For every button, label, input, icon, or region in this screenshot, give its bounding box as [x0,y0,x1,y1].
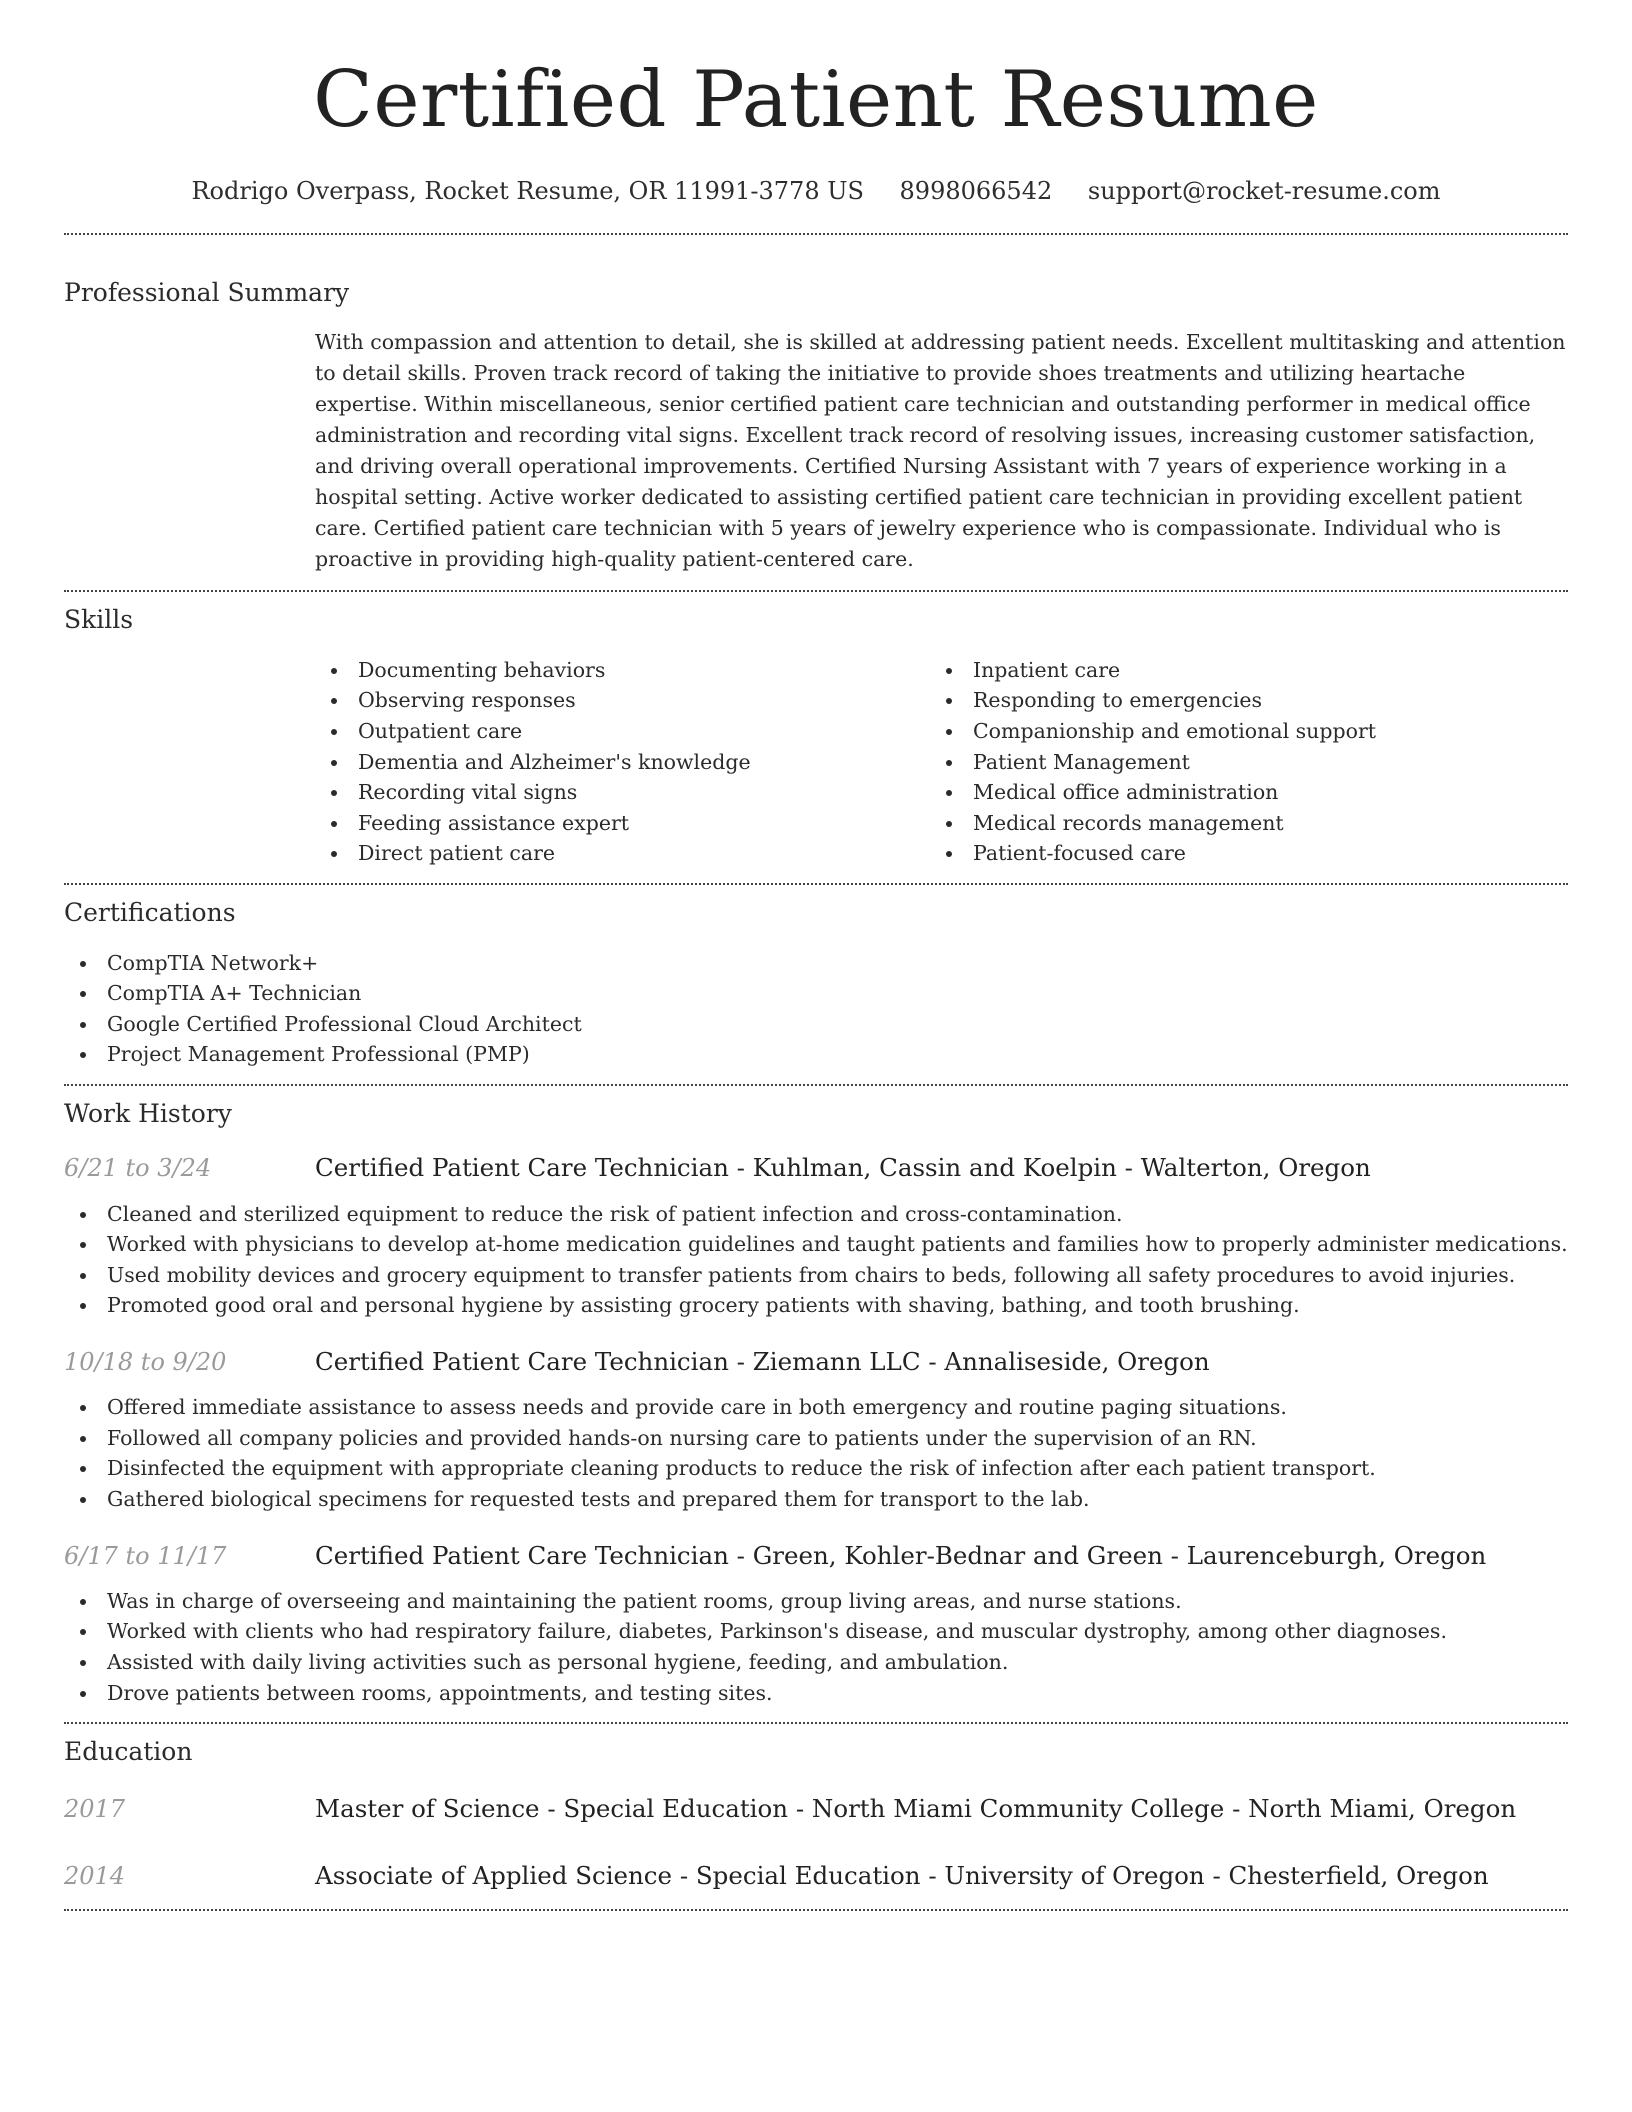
resume-title: Certified Patient Resume [313,55,1319,145]
skill-item: Responding to emergencies [930,685,1545,716]
job-duty: Gathered biological specimens for requested tests and prepared them for transport to the lab. [64,1484,1568,1515]
skills-column-right [930,655,1545,869]
job-header [64,1346,1568,1378]
job-duty: Disinfected the equipment with appropriate cleaning products to reduce the risk of infection after each patient transport. [64,1453,1568,1484]
education-heading: Education [64,1737,193,1767]
education-degree: Associate of Applied Science - Special Education - University of Oregon - Chesterfield, Oregon [315,1860,1489,1890]
job-duty: Assisted with daily living activities such as personal hygiene, feeding, and ambulation. [64,1647,1568,1678]
job-duties [64,1199,1568,1321]
job-entry [64,1540,1568,1709]
job-title: Certified Patient Care Technician - Kuhlman, Cassin and Koelpin - Walterton, Oregon [315,1153,1371,1183]
skill-item: Dementia and Alzheimer's knowledge [315,747,930,778]
job-duty: Followed all company policies and provided hands-on nursing care to patients under the supervision of an RN. [64,1423,1568,1454]
skill-item: Feeding assistance expert [315,808,930,839]
contact-address: Rodrigo Overpass, Rocket Resume, OR 11991-3778 US [191,176,864,205]
education-entry [64,1860,1568,1892]
job-title: Certified Patient Care Technician - Ziemann LLC - Annaliseside, Oregon [315,1346,1210,1376]
job-header [64,1152,1568,1184]
certification-item: CompTIA A+ Technician [64,978,1568,1009]
job-dates: 6/21 to 3/24 [64,1154,212,1183]
skill-item: Inpatient care [930,655,1545,686]
certification-item: CompTIA Network+ [64,948,1568,979]
divider [64,1909,1568,1911]
skills-list [315,655,1568,869]
summary-text: With compassion and attention to detail, she is skilled at addressing patient needs. Excellent multitasking and attention to detail skills. Proven track record of taking the initiative to provide shoes treatments and utilizing heartache expertise. Within miscellaneous, senior certified patient care technician and outstanding performer in medical office administration and recording vital signs. Excellent track record of resolving issues, increasing customer satisfaction, and driving overall operational improvements. Certified Nursing Assistant with 7 years of experience working in a hospital setting. Active worker dedicated to assisting certified patient care technician in providing excellent patient care. Certified patient care technician with 5 years of jewelry experience who is compassionate. Individual who is proactive in providing high-quality patient-centered care. [315,330,1566,572]
contact-email[interactable]: support@rocket-resume.com [1087,176,1441,205]
divider [64,233,1568,235]
divider [64,1084,1568,1086]
skill-item: Documenting behaviors [315,655,930,686]
contact-phone: 8998066542 [899,176,1053,205]
job-duty: Cleaned and sterilized equipment to reduce the risk of patient infection and cross-contamination. [64,1199,1568,1230]
skill-item: Companionship and emotional support [930,716,1545,747]
job-duty: Used mobility devices and grocery equipment to transfer patients from chairs to beds, following all safety procedures to avoid injuries. [64,1260,1568,1291]
job-title: Certified Patient Care Technician - Green, Kohler-Bednar and Green - Laurenceburgh, Oregon [315,1540,1487,1570]
certification-item: Google Certified Professional Cloud Architect [64,1009,1568,1040]
certification-item: Project Management Professional (PMP) [64,1039,1568,1070]
skills-heading: Skills [64,605,134,635]
skill-item: Direct patient care [315,838,930,869]
work-history-heading: Work History [64,1098,232,1128]
summary-heading: Professional Summary [64,277,350,307]
job-duty: Promoted good oral and personal hygiene by assisting grocery patients with shaving, bathing, and tooth brushing. [64,1290,1568,1321]
skill-item: Medical records management [930,808,1545,839]
education-year: 2017 [64,1794,126,1823]
skill-item: Recording vital signs [315,777,930,808]
contact-line [64,176,1568,207]
certifications-list [64,948,1568,1070]
job-duty: Drove patients between rooms, appointments, and testing sites. [64,1678,1568,1709]
job-dates: 6/17 to 11/17 [64,1541,227,1570]
education-degree: Master of Science - Special Education - North Miami Community College - North Miami, Oregon [315,1793,1517,1823]
job-duty: Worked with physicians to develop at-home medication guidelines and taught patients and families how to properly administer medications. [64,1229,1568,1260]
job-entry [64,1152,1568,1321]
skills-column-left [315,655,930,869]
education-entry [64,1793,1568,1825]
job-duties [64,1586,1568,1708]
job-duty: Worked with clients who had respiratory failure, diabetes, Parkinson's disease, and muscular dystrophy, among other diagnoses. [64,1616,1568,1647]
job-header [64,1540,1568,1572]
job-duties [64,1392,1568,1514]
divider [64,590,1568,592]
certifications-heading: Certifications [64,898,236,928]
divider [64,1722,1568,1724]
job-duty: Was in charge of overseeing and maintaining the patient rooms, group living areas, and nurse stations. [64,1586,1568,1617]
job-entry [64,1346,1568,1515]
skill-item: Patient-focused care [930,838,1545,869]
education-year: 2014 [64,1861,126,1890]
skill-item: Medical office administration [930,777,1545,808]
skill-item: Outpatient care [315,716,930,747]
divider [64,883,1568,885]
job-duty: Offered immediate assistance to assess needs and provide care in both emergency and routine paging situations. [64,1392,1568,1423]
job-dates: 10/18 to 9/20 [64,1347,227,1376]
skill-item: Observing responses [315,685,930,716]
skill-item: Patient Management [930,747,1545,778]
